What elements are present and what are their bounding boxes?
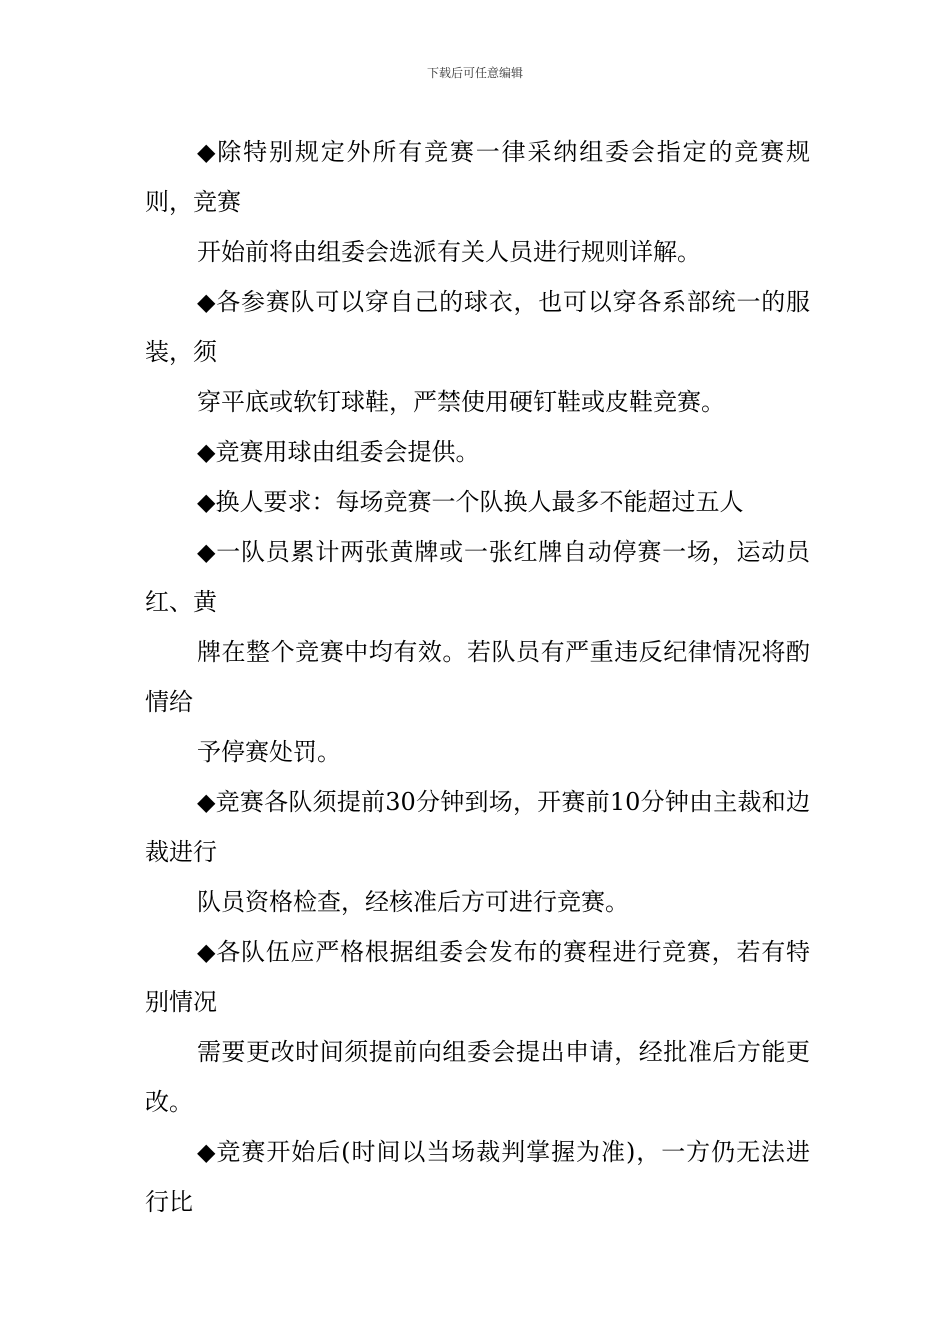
paragraph: 开始前将由组委会选派有关人员进行规则详解。 [197,238,701,266]
paragraph: 队员资格检查，经核准后方可进行竞赛。 [197,888,629,916]
paragraph: ◆换人要求：每场竞赛一个队换人最多不能超过五人 [197,488,744,516]
paragraph: 予停赛处罚。 [197,738,341,766]
paragraph: ◆竞赛各队须提前30分钟到场，开赛前10分钟由主裁和边裁进行 [145,788,810,866]
paragraph: ◆一队员累计两张黄牌或一张红牌自动停赛一场，运动员红、黄 [145,538,810,616]
paragraph: ◆各参赛队可以穿自己的球衣，也可以穿各系部统一的服装，须 [145,288,810,366]
paragraph: ◆竞赛开始后(时间以当场裁判掌握为准)，一方仍无法进行比 [145,1138,810,1216]
document-body [145,127,810,1227]
paragraph: ◆除特别规定外所有竞赛一律采纳组委会指定的竞赛规则，竞赛 [145,138,810,216]
paragraph: 需要更改时间须提前向组委会提出申请，经批准后方能更改。 [145,1038,810,1116]
paragraph: ◆各队伍应严格根据组委会发布的赛程进行竞赛，若有特别情况 [145,938,810,1016]
paragraph: 穿平底或软钉球鞋，严禁使用硬钉鞋或皮鞋竞赛。 [197,388,725,416]
page-header: 下载后可任意编辑 [426,66,523,80]
paragraph: 牌在整个竞赛中均有效。若队员有严重违反纪律情况将酌情给 [145,638,810,716]
paragraph: ◆竞赛用球由组委会提供。 [197,438,480,466]
